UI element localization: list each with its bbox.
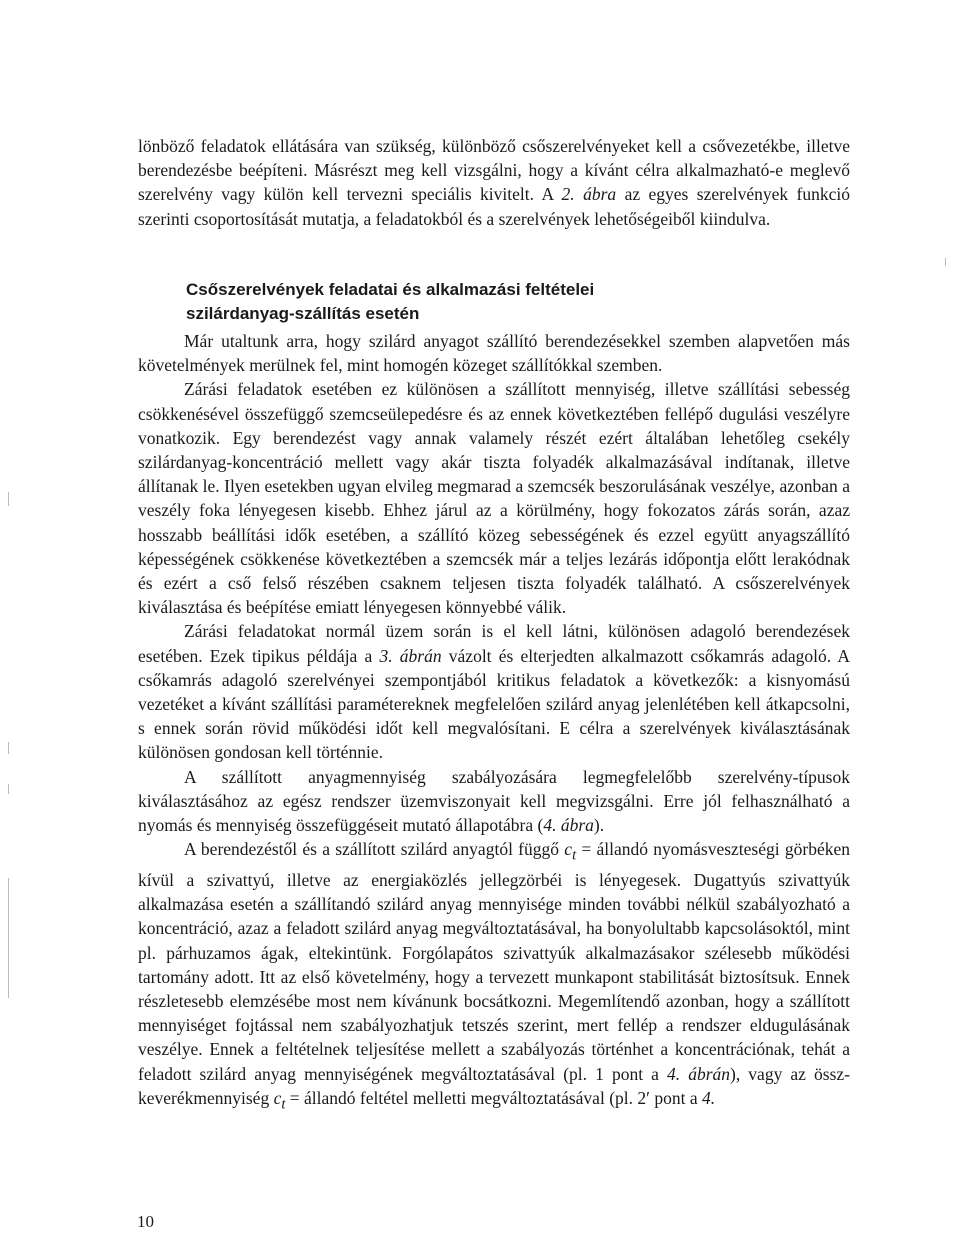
section-heading-line-1: Csőszerelvények feladatai és alkalmazási feltételei xyxy=(186,280,595,299)
paragraph-5-text-a: A berendezéstől és a szállított szilárd anyagtól függő xyxy=(184,839,565,860)
figure-reference-2: 2. ábra xyxy=(561,184,617,205)
paragraph-1: Már utaltunk arra, hogy szilárd anyagot szállító berendezésekkel szemben alapvetően más követelmények merülnek fel, mint homogén közeget szállítókkal szemben. xyxy=(138,331,850,376)
section-body xyxy=(138,329,850,1117)
symbol-subscript-t-2: t xyxy=(281,1096,286,1113)
scan-mark xyxy=(8,878,9,998)
figure-reference-4: 4. ábra xyxy=(543,815,594,836)
figure-reference-4-c: 4. xyxy=(701,1087,716,1108)
symbol-c-2: c xyxy=(273,1087,282,1108)
scan-mark xyxy=(8,742,9,754)
scan-mark xyxy=(8,492,9,506)
paragraph-4-text-b: ). xyxy=(593,815,605,836)
symbol-subscript-t: t xyxy=(572,847,577,864)
paragraph-5-text-d: = állandó feltétel melletti megváltoztatásával (pl. 2′ pont a xyxy=(285,1087,702,1108)
intro-text-start: lönböző feladatok ellátására van szükség, különböző csőszerelvényeket kell a csővezetékbe, illetve berendezésbe beépíteni. Másrészt meg kell vizsgálni, hogy a kívánt célra alkalmazható-e meglevő szerelvény vagy külön kell tervezni speciális kivitelt. A xyxy=(138,136,850,205)
paragraph-4 xyxy=(138,765,850,838)
figure-reference-3: 3. ábrán xyxy=(379,645,442,666)
section-heading-line-2: szilárdanyag-szállítás esetén xyxy=(186,304,420,323)
paragraph-3 xyxy=(138,619,850,764)
paragraph-5-text-b: = állandó nyomásveszteségi görbéken kívül a szivattyú, illetve az energiaközlés jellegzörbéi is lényegesek. Dugattyús szivattyúk alkalmazása esetén a szállítandó szilárd anyag mennyisége minden további nélkül szabályozható a koncentráció, azaz a feladott szilárd anyag megváltoztatásával, ha bonyolultabb kapcsolásoktól, mint pl. párhuzamos ágak, eltekintünk. Forgólapátos szivattyúk alkalmazásakor szélesebb működési tartomány adott. Itt az első követelmény, hogy a tervezett munkapont stabilitását biztosítsuk. Ennek részletesebb elemzésébe most nem kívánunk bocsátkozni. Megemlítendő azonban, hogy a szállított mennyiséget fojtással nem szabályozhatjuk tetszés szerint, mert fellép a rendszer eldugulásának veszélye. Ennek a feltételnek teljesítése mellett a szabályozás történhet a koncentrációnak, tehát a feladott szilárd anyag mennyiségének megváltoztatásával (pl. 1 pont a xyxy=(138,839,850,1084)
paragraph-3-text-b: vázolt és elterjedten alkalmazott csőkamrás adagoló. A csőkamrás adagoló szerelvényei szempontjából kritikus feladatok a következők: a kisnyomású vezetéket a kívánt szállítási paramétereknek megfelelően szilárd anyag jelenlétében kell átkapcsolni, s ennek során rövid működési időt kell megvalósítani. E célra a szerelvények kiválasztásának különösen gondosan kell történnie. xyxy=(138,645,851,763)
section-heading xyxy=(186,278,786,326)
paragraph-4-text-a: A szállított anyagmennyiség szabályozására legmegfelelőbb szerelvény-típusok kiválasztásához az egész rendszer üzemviszonyait kell megvizsgálni. Erre jól felhasználható a nyomás és mennyiség összefüggéseit mutató állapotábra ( xyxy=(138,766,850,836)
scan-mark xyxy=(945,258,946,266)
paragraph-2: Zárási feladatok esetében ez különösen a szállított mennyiség, illetve szállítási sebesség csökkenésével összefüggő szemcseülepedésre és az ennek következtében fellépő dugulási veszélyre vonatkozik. Egy berendezést vagy annak valamely részét ezért általában lehetőleg csekély szilárdanyag-koncentráció mellett vagy akár tiszta folyadék alkalmazásával indítanak, illetve állítanak le. Ilyen esetekben ugyan elvileg megmarad a szemcsék beszorulásának veszélye, azonban a veszély foka lényegesen kisebb. Ehhez járul az a körülmény, hogy fokozatos zárás során, azaz hosszabb beállítási idők esetében, a szállító közeg sebességének és ezzel együtt anyagszállító képességének csökkenése következtében a szemcsék már a teljes lezárás időpontja előtt lerakódnak és ezért a cső felső részében csaknem teljesen tiszta folyadék található. A csőszerelvények kiválasztása és beépítése emiatt lényegesen könnyebbé válik. xyxy=(138,379,850,618)
symbol-c: c xyxy=(564,839,573,860)
scan-mark xyxy=(8,784,9,794)
paragraph-5-text-c: ), vagy az össz-keverékmennyiség xyxy=(138,1063,850,1108)
page-number: 10 xyxy=(137,1212,154,1231)
paragraph-5 xyxy=(138,837,850,1116)
intro-text-end: az egyes szerelvények funkció szerinti csoportosítását mutatja, a feladatokból és a szerelvények lehetőségeiből kiindulva. xyxy=(138,184,850,229)
intro-paragraph xyxy=(138,134,850,231)
paragraph-3-text-a: Zárási feladatokat normál üzem során is el kell látni, különösen adagoló berendezések esetében. Ezek tipikus példája a xyxy=(138,621,850,666)
figure-reference-4-b: 4. ábrán xyxy=(667,1063,731,1084)
